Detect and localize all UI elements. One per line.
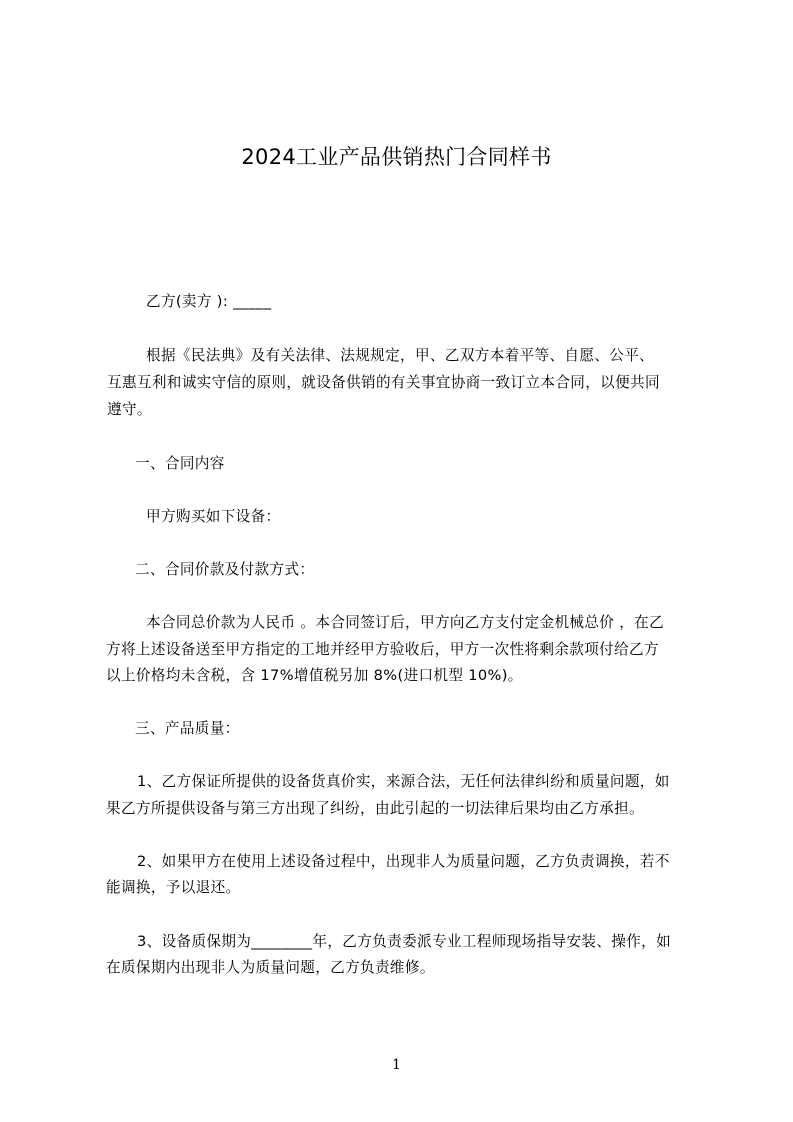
section-2-line-1: 本合同总价款为人民币 。本合同签订后，甲方向乙方支付定金机械总价 ，在乙	[146, 614, 665, 631]
section-2-line-3: 以上价格均未含税，含 17%增值税另加 8%(进口机型 10%)。	[106, 667, 523, 684]
document-title: 2024工业产品供销热门合同样书	[241, 145, 552, 169]
section-3-item-2-line-2: 能调换，予以退还。	[106, 879, 241, 896]
section-3-item-3-line-1: 3、设备质保期为________年，乙方负责委派专业工程师现场指导安装、操作，如	[137, 933, 672, 950]
section-3-item-3-line-2: 在质保期内出现非人为质量问题，乙方负责维修。	[106, 959, 435, 976]
section-2-heading: 二、合同价款及付款方式：	[135, 561, 315, 578]
intro-line-1: 根据《民法典》及有关法律、法规规定，甲、乙双方本着平等、自愿、公平、	[146, 347, 655, 364]
section-2-line-2: 方将上述设备送至甲方指定的工地并经甲方验收后，甲方一次性将剩余款项付给乙方	[106, 641, 659, 658]
section-3-heading: 三、产品质量：	[135, 720, 240, 737]
party-b-line: 乙方(卖方 ): _____	[146, 293, 272, 310]
section-3-item-1-line-2: 果乙方所提供设备与第三方出现了纠纷，由此引起的一切法律后果均由乙方承担。	[106, 800, 644, 817]
intro-line-3: 遵守。	[107, 401, 152, 418]
section-3-item-1-line-1: 1、乙方保证所提供的设备货真价实，来源合法，无任何法律纠纷和质量问题，如	[137, 773, 670, 790]
section-3-item-2-line-1: 2、如果甲方在使用上述设备过程中，出现非人为质量问题，乙方负责调换，若不	[137, 853, 670, 870]
page-number: 1	[392, 1057, 401, 1073]
intro-line-2: 互惠互利和诚实守信的原则，就设备供销的有关事宜协商一致订立本合同，以便共同	[107, 374, 660, 391]
section-1-body: 甲方购买如下设备：	[146, 508, 281, 525]
section-1-heading: 一、合同内容	[135, 455, 225, 472]
